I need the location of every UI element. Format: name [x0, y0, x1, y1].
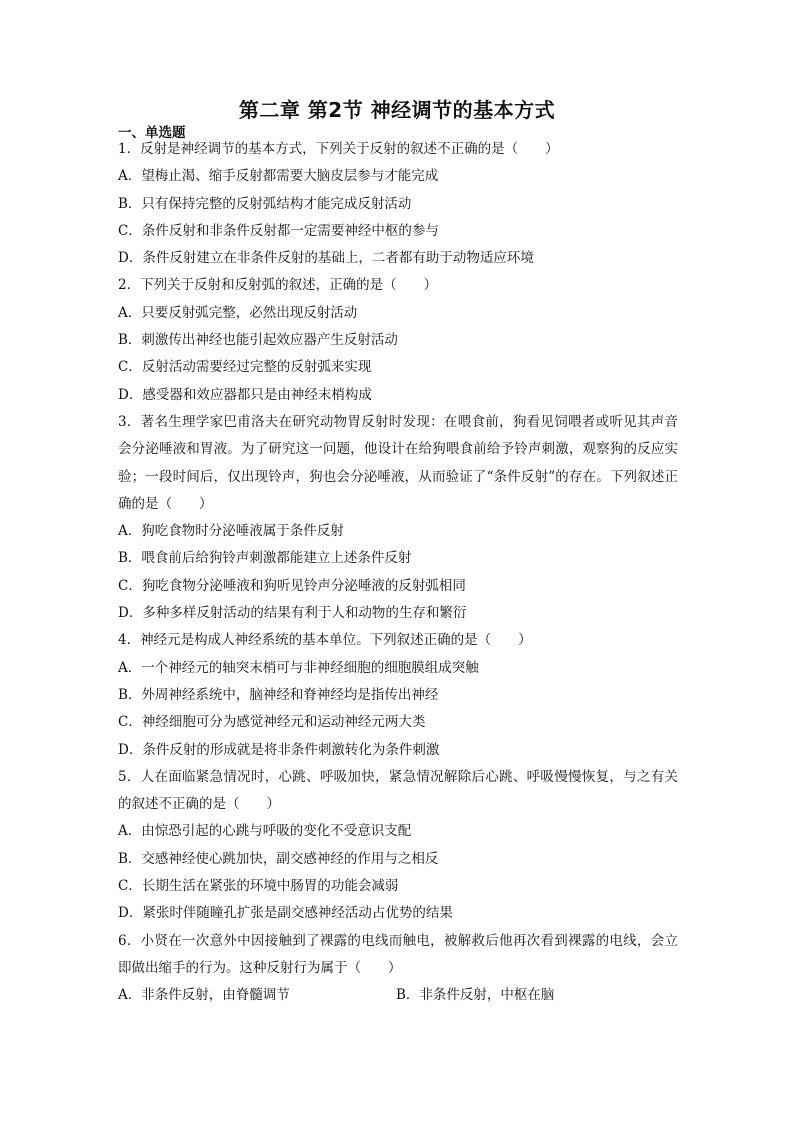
question-stem: 2．下列关于反射和反射弧的叙述，正确的是（ ）	[118, 277, 438, 294]
question-list	[118, 136, 678, 1010]
page-title: 第二章 第2节 神经调节的基本方式	[238, 98, 556, 122]
question-stem: 5．人在面临紧急情况时，心跳、呼吸加快，紧急情况解除后心跳、呼吸慢慢恢复，与之有关的叙述不正确的是（ ）	[118, 768, 678, 813]
question-option: B．外周神经系统中，脑神经和脊神经均是指传出神经	[118, 686, 439, 703]
question-option: B．只有保持完整的反射弧结构才能完成反射活动	[118, 195, 412, 212]
question-option: A．狗吃食物时分泌唾液属于条件反射	[118, 523, 344, 540]
question-stem: 4．神经元是构成人神经系统的基本单位。下列叙述正确的是（ ）	[118, 632, 532, 649]
question-option: C．条件反射和非条件反射都一定需要神经中枢的参与	[118, 222, 439, 239]
question-option: A．一个神经元的轴突末梢可与非神经细胞的细胞膜组成突触	[118, 659, 479, 676]
question-option: D．感受器和效应器都只是由神经末梢构成	[118, 386, 372, 403]
question-option: C．狗吃食物分泌唾液和狗听见铃声分泌唾液的反射弧相同	[118, 577, 466, 594]
question-stem: 3．著名生理学家巴甫洛夫在研究动物胃反射时发现：在喂食前，狗看见饲喂者或听见其声音会分泌唾液和胃液。为了研究这一问题，他设计在给狗喂食前给予铃声刺激，观察狗的反应实验；一段时间后，仅出现铃声，狗也会分泌唾液，从而验证了“条件反射”的存在。下列叙述正确的是（ ）	[118, 413, 678, 512]
question-option: A．由惊恐引起的心跳与呼吸的变化不受意识支配	[118, 823, 412, 840]
question-stem: 1．反射是神经调节的基本方式，下列关于反射的叙述不正确的是（ ）	[118, 141, 559, 157]
question-option: A．望梅止渴、缩手反射都需要大脑皮层参与才能完成	[118, 168, 439, 185]
question-option: A．只要反射弧完整，必然出现反射活动	[118, 304, 358, 321]
question-option: B．交感神经使心跳加快，副交感神经的作用与之相反	[118, 850, 439, 867]
question-option: C．神经细胞可分为感觉神经元和运动神经元两大类	[118, 714, 426, 731]
question-option: B．刺激传出神经也能引起效应器产生反射活动	[118, 332, 398, 349]
question-option: C．反射活动需要经过完整的反射弧来实现	[118, 359, 372, 376]
question-option: B．喂食前后给狗铃声刺激都能建立上述条件反射	[118, 550, 412, 567]
question-stem: 6．小贤在一次意外中因接触到了裸露的电线而触电，被解救后他再次看到裸露的电线，会立即做出缩手的行为。这种反射行为属于（ ）	[118, 932, 678, 976]
question-option: A．非条件反射，由脊髓调节	[118, 987, 290, 1004]
section-heading: 一、单选题	[118, 125, 186, 141]
question-option: D．多种多样反射活动的结果有利于人和动物的生存和繁衍	[118, 605, 467, 622]
question-option: B．非条件反射，中枢在脑	[396, 987, 555, 1004]
question-option: D．紧张时伴随瞳孔扩张是副交感神经活动占优势的结果	[118, 905, 453, 922]
question-option: D．条件反射建立在非条件反射的基础上，二者都有助于动物适应环境	[118, 250, 534, 267]
question-option-row	[118, 982, 678, 1009]
question-option: D．条件反射的形成就是将非条件刺激转化为条件刺激	[118, 741, 440, 758]
question-option: C．长期生活在紧张的环境中肠胃的功能会减弱	[118, 878, 399, 895]
